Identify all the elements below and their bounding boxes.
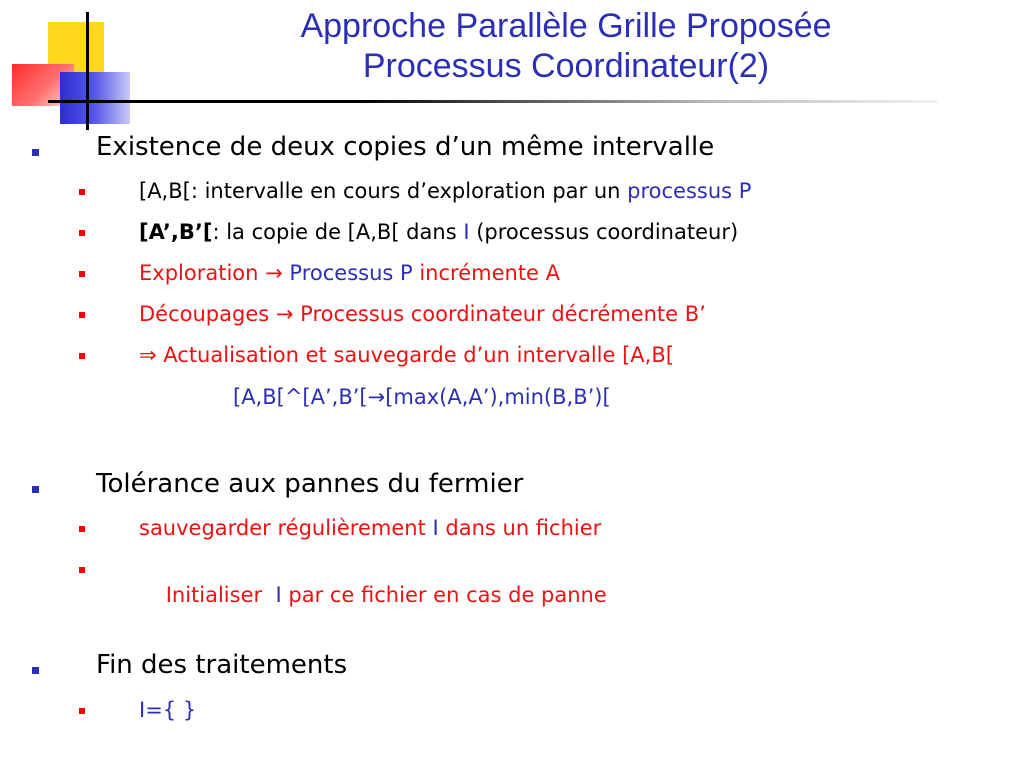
- section-heading-existence: Existence de deux copies d’un même intervalle: [96, 132, 715, 162]
- level2-bullet: [79, 230, 85, 236]
- level2-bullet: [79, 312, 85, 318]
- level2-bullet: [79, 353, 85, 359]
- slide-title-line1: Approche Parallèle Grille Proposée: [300, 7, 832, 45]
- section-heading-tolerance: Tolérance aux pannes du fermier: [96, 469, 524, 499]
- level1-bullet: [32, 149, 39, 156]
- level2-bullet: [79, 271, 85, 277]
- level1-bullet: [32, 486, 39, 493]
- list-item: [A,B[: intervalle en cours d’exploration par un processus P: [139, 179, 752, 203]
- level1-bullet: [32, 667, 39, 674]
- list-item: [A’,B’[: la copie de [A,B[ dans I (processus coordinateur): [139, 220, 739, 244]
- arrow-right-icon: →: [275, 302, 294, 326]
- list-item: sauvegarder régulièrement I dans un fichier: [139, 516, 602, 540]
- arrow-right-icon: →: [265, 261, 283, 285]
- level2-bullet: [79, 189, 85, 195]
- list-item: I={ }: [139, 698, 197, 722]
- level2-bullet: [79, 567, 85, 573]
- arrow-right-icon: →: [367, 385, 386, 409]
- interval-formula: [A,B[^[A’,B’[→[max(A,A’),min(B,B’)[: [233, 385, 611, 409]
- list-item: ⇒ Actualisation et sauvegarde d’un intervalle [A,B[: [139, 343, 674, 367]
- level2-bullet: [79, 708, 85, 714]
- section-heading-fin: Fin des traitements: [96, 650, 348, 680]
- list-item: Découpages → Processus coordinateur décrémente B’: [139, 302, 706, 326]
- list-item: Exploration → Processus P incrémente A: [139, 261, 561, 285]
- level2-bullet: [79, 526, 85, 532]
- implies-icon: ⇒: [139, 343, 157, 367]
- slide-title-line2: Processus Coordinateur(2): [362, 47, 770, 85]
- list-item: Initialiser I par ce fichier en cas de panne: [165, 583, 607, 607]
